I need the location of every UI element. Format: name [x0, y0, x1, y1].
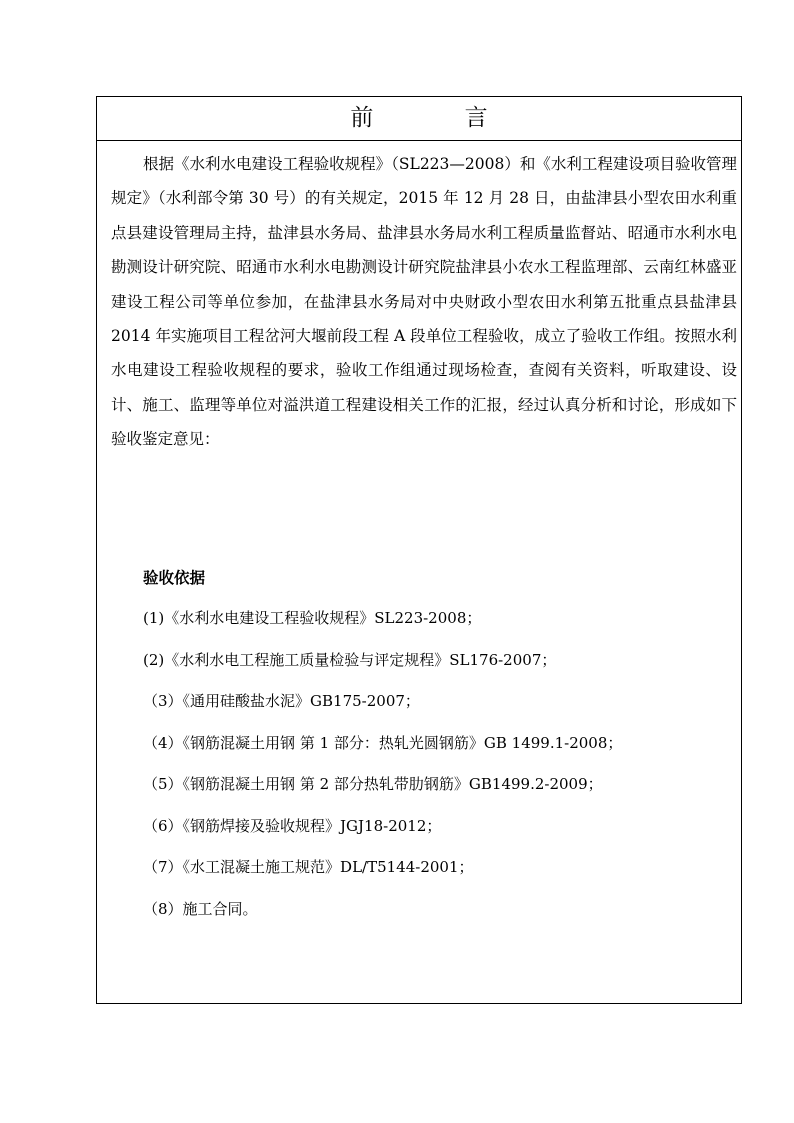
- basis-heading: 验收依据: [143, 568, 206, 587]
- reference-list: [143, 607, 622, 939]
- title-row: [97, 97, 741, 141]
- intro-paragraph: 根据《水利水电建设工程验收规程》（SL223—2008）和《水利工程建设项目验收管理规定》（水利部令第 30 号）的有关规定，2015 年 12 月 28 日，由盐津县小型农田水利重点县建设管理局主持，盐津县水务局、盐津县水务局水利工程质量监督站、昭通市水利水电勘测设计研究院、昭通市水利水电勘测设计研究院盐津县小农水工程监理部、云南红林盛亚建设工程公司等单位参加，在盐津县水务局对中央财政小型农田水利第五批重点县盐津县 2014 年实施项目工程岔河大堰前段工程 A 段单位工程验收，成立了验收工作组。按照水利水电建设工程验收规程的要求，验收工作组通过现场检查，查阅有关资料，听取建设、设计、施工、监理等单位对溢洪道工程建设相关工作的汇报，经过认真分析和讨论，形成如下验收鉴定意见：: [111, 155, 737, 449]
- document-frame: [96, 96, 742, 1004]
- reference-item: (1)《水利水电建设工程验收规程》SL223-2008；: [143, 609, 482, 627]
- reference-item: （4）《钢筋混凝土用钢 第 1 部分：热轧光圆钢筋》GB 1499.1-2008；: [143, 733, 623, 752]
- reference-item: （3）《通用硅酸盐水泥》GB175-2007；: [143, 692, 420, 710]
- reference-item: （5）《钢筋混凝土用钢 第 2 部分热轧带肋钢筋》GB1499.2-2009；: [143, 775, 603, 793]
- reference-item: (2)《水利水电工程施工质量检验与评定规程》SL176-2007；: [143, 650, 557, 669]
- reference-item: （7）《水工混凝土施工规范》DL/T5144-2001；: [143, 858, 474, 876]
- reference-item: （8）施工合同。: [143, 899, 258, 918]
- reference-item: （6）《钢筋焊接及验收规程》JGJ18-2012；: [143, 816, 442, 835]
- page-title: 前 言: [350, 105, 530, 131]
